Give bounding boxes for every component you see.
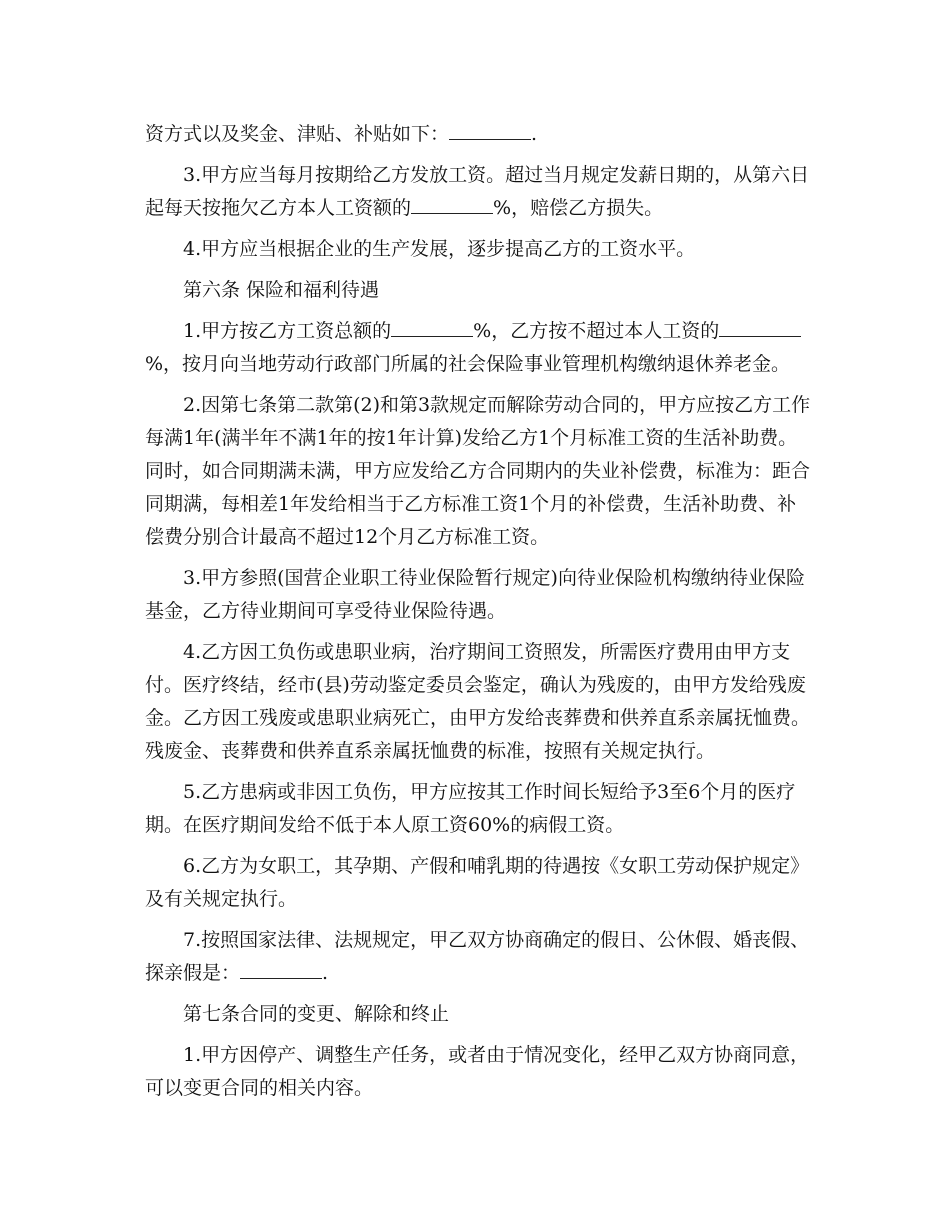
line — [145, 957, 805, 990]
text: . — [322, 962, 329, 984]
paragraph-pension — [145, 315, 805, 381]
line: 同时，如合同期满未满，甲方应发给乙方合同期内的失业补偿费，标准为：距合 — [145, 460, 811, 482]
line: 残废金、丧葬费和供养直系亲属抚恤费的标准，按照有关规定执行。 — [145, 740, 716, 762]
blank-field — [449, 119, 531, 140]
line: 基金，乙方待业期间可享受待业保险待遇。 — [145, 600, 507, 622]
paragraph-female-workers — [145, 850, 810, 916]
paragraph-sick-leave — [145, 776, 805, 842]
paragraph-living-subsidy — [145, 389, 811, 554]
paragraph-wage-increase: 4.甲方应当根据企业的生产发展，逐步提高乙方的工资水平。 — [183, 238, 696, 260]
line: 3.甲方应当每月按期给乙方发放工资。超过当月规定发薪日期的，从第六日 — [183, 164, 810, 186]
text: 资方式以及奖金、津贴、补贴如下： — [145, 123, 450, 145]
line: 期。在医疗期间发给不低于本人原工资60%的病假工资。 — [145, 814, 625, 836]
text: %，赔偿乙方损失。 — [493, 197, 664, 219]
line: 2.因第七条第二款第(2)和第3款规定而解除劳动合同的，甲方应按乙方工作 — [183, 394, 811, 416]
article-six-heading: 第六条 保险和福利待遇 — [183, 279, 380, 301]
blank-field — [411, 193, 493, 214]
line: 偿费分别合计最高不超过12个月乙方标准工资。 — [145, 526, 550, 548]
line: 4.乙方因工负伤或患职业病，治疗期间工资照发，所需医疗费用由甲方支 — [183, 641, 791, 663]
line: 可以变更合同的相关内容。 — [145, 1077, 374, 1099]
article-seven-heading: 第七条合同的变更、解除和终止 — [183, 1003, 450, 1025]
line: 7.按照国家法律、法规规定，甲乙双方协商确定的假日、公休假、婚丧假、 — [183, 929, 810, 951]
text: 1.甲方按乙方工资总额的 — [183, 320, 392, 342]
line: 3.甲方参照(国营企业职工待业保险暂行规定)向待业保险机构缴纳待业保险 — [183, 567, 805, 589]
text: %，乙方按不超过本人工资的 — [473, 320, 720, 342]
line: 6.乙方为女职工，其孕期、产假和哺乳期的待遇按《女职工劳动保护规定》 — [183, 855, 810, 877]
paragraph-wage-bonus — [145, 118, 805, 151]
blank-field — [391, 316, 473, 337]
text: 探亲假是： — [145, 962, 241, 984]
paragraph-holidays — [145, 924, 810, 990]
line: 同期满，每相差1年发给相当于乙方标准工资1个月的补偿费，生活补助费、补 — [145, 493, 797, 515]
blank-field — [240, 958, 322, 979]
paragraph-contract-change — [145, 1039, 810, 1105]
line: 每满1年(满半年不满1年的按1年计算)发给乙方1个月标准工资的生活补助费。 — [145, 427, 798, 449]
line: 及有关规定执行。 — [145, 888, 298, 910]
paragraph-work-injury — [145, 636, 811, 768]
line — [145, 315, 805, 348]
line — [145, 192, 805, 225]
blank-field — [719, 316, 801, 337]
line: %，按月向当地劳动行政部门所属的社会保险事业管理机构缴纳退休养老金。 — [145, 353, 791, 375]
line: 1.甲方因停产、调整生产任务，或者由于情况变化，经甲乙双方协商同意， — [183, 1044, 810, 1066]
line: 付。医疗终结，经市(县)劳动鉴定委员会鉴定，确认为残废的，由甲方发给残废 — [145, 674, 806, 696]
text: . — [531, 123, 538, 145]
paragraph-unemployment-insurance — [145, 562, 805, 628]
text: 起每天按拖欠乙方本人工资额的 — [145, 197, 412, 219]
paragraph-wage-payment — [145, 159, 810, 225]
line: 5.乙方患病或非因工负伤，甲方应按其工作时间长短给予3至6个月的医疗 — [183, 781, 796, 803]
document-body — [145, 118, 811, 1113]
line: 金。乙方因工残废或患职业病死亡，由甲方发给丧葬费和供养直系亲属抚恤费。 — [145, 707, 811, 729]
